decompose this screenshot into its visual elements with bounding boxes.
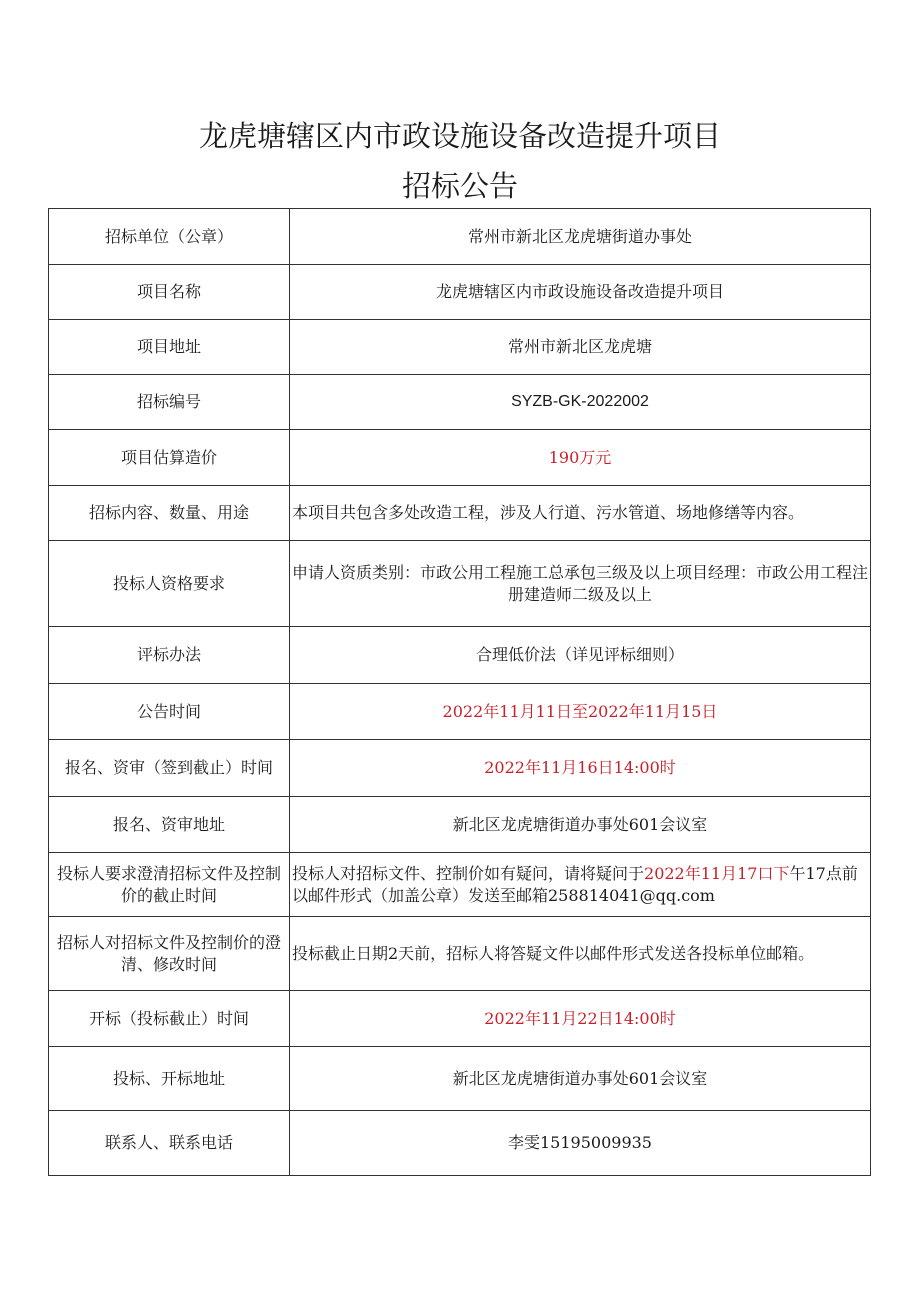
row-label: 评标办法 [49,627,290,684]
row-label: 招标编号 [49,375,290,430]
row-value: 申请人资质类别：市政公用工程施工总承包三级及以上项目经理：市政公用工程注册建造师二级及以上 [290,541,871,627]
row-tender-unit [49,209,871,265]
row-label: 项目名称 [49,265,290,320]
row-estimated-cost [49,430,871,486]
row-value: 常州市新北区龙虎塘街道办事处 [290,209,871,265]
row-value: 龙虎塘辖区内市政设施设备改造提升项目 [290,265,871,320]
row-tender-content [49,486,871,541]
row-value: 2022年11月22日14:00时 [290,991,871,1047]
row-label: 投标人资格要求 [49,541,290,627]
row-label: 报名、资审地址 [49,797,290,853]
row-label: 项目地址 [49,320,290,375]
row-label: 联系人、联系电话 [49,1111,290,1176]
row-label: 招标人对招标文件及控制价的澄清、修改时间 [49,917,290,991]
row-value: 李雯15195009935 [290,1111,871,1176]
row-value: SYZB-GK-2022002 [290,375,871,430]
row-bidder-qualification [49,541,871,627]
row-label: 投标人要求澄清招标文件及控制价的截止时间 [49,853,290,917]
value-suffix: 午17点前以邮件形式（加盖公章）发送至邮箱258814041@qq.com [292,863,858,905]
row-label: 投标、开标地址 [49,1047,290,1111]
row-contact [49,1111,871,1176]
row-value: 2022年11月16日14:00时 [290,740,871,797]
row-tender-number [49,375,871,430]
row-project-name [49,265,871,320]
row-value: 本项目共包含多处改造工程，涉及人行道、污水管道、场地修缮等内容。 [290,486,871,541]
row-value: 新北区龙虎塘街道办事处601会议室 [290,1047,871,1111]
row-value: 合理低价法（详见评标细则） [290,627,871,684]
row-bid-opening-time [49,991,871,1047]
row-value: 新北区龙虎塘街道办事处601会议室 [290,797,871,853]
row-announcement-time [49,684,871,740]
document-subtitle: 招标公告 [401,169,518,203]
row-clarification-time [49,917,871,991]
row-evaluation-method [49,627,871,684]
row-label: 开标（投标截止）时间 [49,991,290,1047]
row-registration-address [49,797,871,853]
row-label: 公告时间 [49,684,290,740]
value-deadline: 2022年11月17口下 [644,863,790,883]
tender-info-table [48,208,871,1176]
row-project-address [49,320,871,375]
row-value: 常州市新北区龙虎塘 [290,320,871,375]
row-clarification-deadline [49,853,871,917]
row-label: 招标内容、数量、用途 [49,486,290,541]
row-registration-time [49,740,871,797]
row-value [290,853,871,917]
row-value: 190万元 [290,430,871,486]
row-label: 项目估算造价 [49,430,290,486]
row-label: 招标单位（公章） [49,209,290,265]
row-label: 报名、资审（签到截止）时间 [49,740,290,797]
document-title: 龙虎塘辖区内市政设施设备改造提升项目 [198,119,721,153]
row-value: 2022年11月11日至2022年11月15日 [290,684,871,740]
row-value: 投标截止日期2天前，招标人将答疑文件以邮件形式发送各投标单位邮箱。 [290,917,871,991]
row-bid-opening-address [49,1047,871,1111]
value-prefix: 投标人对招标文件、控制价如有疑问，请将疑问于 [292,863,645,883]
